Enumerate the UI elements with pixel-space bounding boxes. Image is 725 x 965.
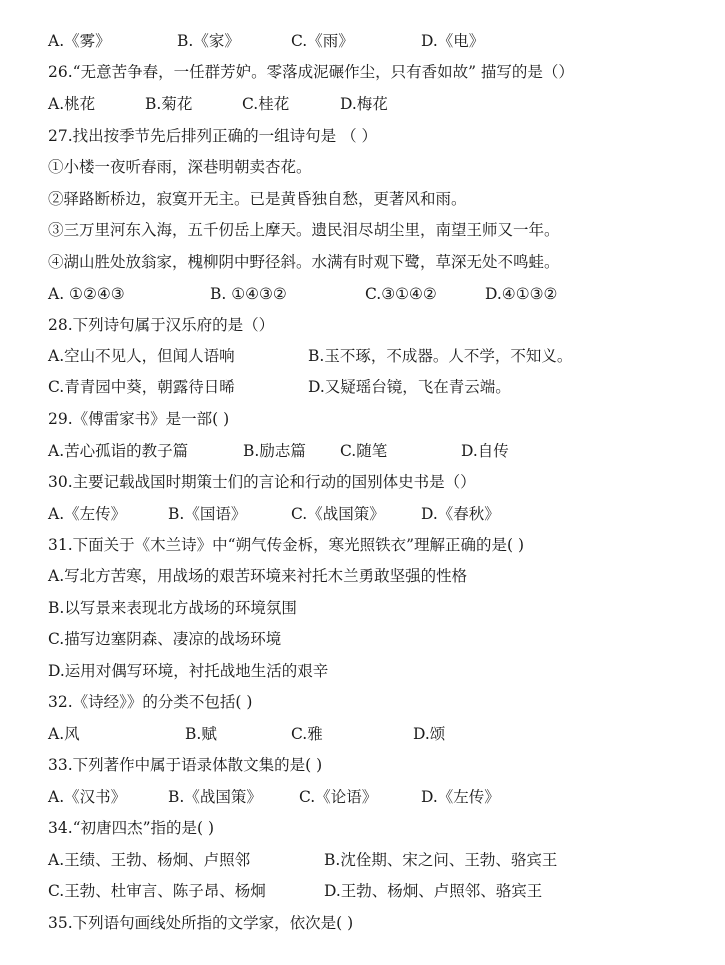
option-b: B.励志篇 <box>243 442 306 460</box>
option-31-d: D.运用对偶写环境，衬托战地生活的艰辛 <box>48 662 329 680</box>
option-d: D.自传 <box>461 442 509 460</box>
option-c: C.桂花 <box>242 95 290 113</box>
option-b: B.赋 <box>185 725 217 743</box>
option-b: B.菊花 <box>145 95 193 113</box>
option-a: A.王绩、王勃、杨炯、卢照邻 <box>48 851 251 869</box>
option-c: C.《论语》 <box>299 788 378 806</box>
poem-line-3: ③三万里河东入海，五千仞岳上摩天。遗民泪尽胡尘里，南望王师又一年。 <box>48 221 560 239</box>
question-32: 32.《诗经》》的分类不包括( ) <box>48 693 253 711</box>
option-a: A.空山不见人，但闻人语响 <box>48 347 235 365</box>
option-d: D.王勃、杨炯、卢照邻、骆宾王 <box>324 882 543 900</box>
option-b: B. ①④③② <box>210 285 287 303</box>
poem-line-1: ①小楼一夜听春雨，深巷明朝卖杏花。 <box>48 158 312 176</box>
poem-line-2: ②驿路断桥边，寂寞开无主。已是黄昏独自愁，更著风和雨。 <box>48 190 467 208</box>
question-26: 26.“无意苦争春，一任群芳妒。零落成泥碾作尘，只有香如故” 描写的是（） <box>48 63 574 81</box>
option-a: A.《左传》 <box>48 505 127 523</box>
option-a: A.《雾》 <box>48 32 111 50</box>
question-29: 29.《傅雷家书》是一部( ) <box>48 410 230 428</box>
option-31-c: C.描写边塞阴森、凄凉的战场环境 <box>48 630 282 648</box>
option-d: D.又疑瑶台镜，飞在青云端。 <box>308 378 511 396</box>
option-c: C.③①④② <box>365 285 437 303</box>
option-d: D.④①③② <box>485 285 558 303</box>
option-c: C.《雨》 <box>291 32 354 50</box>
option-c: C.《战国策》 <box>291 505 385 523</box>
option-d: D.颂 <box>413 725 446 743</box>
option-d: D.《左传》 <box>421 788 500 806</box>
question-34: 34.“初唐四杰”指的是( ) <box>48 819 215 837</box>
option-c: C.王勃、杜审言、陈子昂、杨炯 <box>48 882 266 900</box>
option-a: A.桃花 <box>48 95 96 113</box>
option-d: D.梅花 <box>340 95 388 113</box>
option-a: A.《汉书》 <box>48 788 127 806</box>
option-b: B.《国语》 <box>168 505 247 523</box>
option-31-b: B.以写景来表现北方战场的环境氛围 <box>48 599 297 617</box>
option-d: D.《电》 <box>421 32 485 50</box>
option-b: B.沈佺期、宋之问、王勃、骆宾王 <box>324 851 558 869</box>
option-c: C.雅 <box>291 725 323 743</box>
question-28: 28.下列诗句属于汉乐府的是（） <box>48 316 275 334</box>
question-35: 35.下列语句画线处所指的文学家，依次是( ) <box>48 914 354 932</box>
question-31: 31.下面关于《木兰诗》中“朔气传金柝，寒光照铁衣”理解正确的是( ) <box>48 536 525 554</box>
option-a: A.苦心孤诣的教子篇 <box>48 442 189 460</box>
question-27: 27.找出按季节先后排列正确的一组诗句是 （ ） <box>48 127 378 145</box>
option-31-a: A.写北方苦寒，用战场的艰苦环境来衬托木兰勇敢坚强的性格 <box>48 567 468 585</box>
option-c: C.青青园中葵，朝露待日晞 <box>48 378 235 396</box>
poem-line-4: ④湖山胜处放翁家，槐柳阴中野径斜。水满有时观下鹭，草深无处不鸣蛙。 <box>48 253 560 271</box>
option-d: D.《春秋》 <box>421 505 500 523</box>
option-b: B.《家》 <box>177 32 240 50</box>
option-a: A. ①②④③ <box>48 285 125 303</box>
option-b: B.玉不琢，不成器。人不学，不知义。 <box>308 347 573 365</box>
question-30: 30.主要记载战国时期策士们的言论和行动的国别体史书是（） <box>48 473 476 491</box>
option-b: B.《战国策》 <box>168 788 262 806</box>
question-33: 33.下列著作中属于语录体散文集的是( ) <box>48 756 323 774</box>
option-a: A.风 <box>48 725 80 743</box>
option-c: C.随笔 <box>340 442 388 460</box>
